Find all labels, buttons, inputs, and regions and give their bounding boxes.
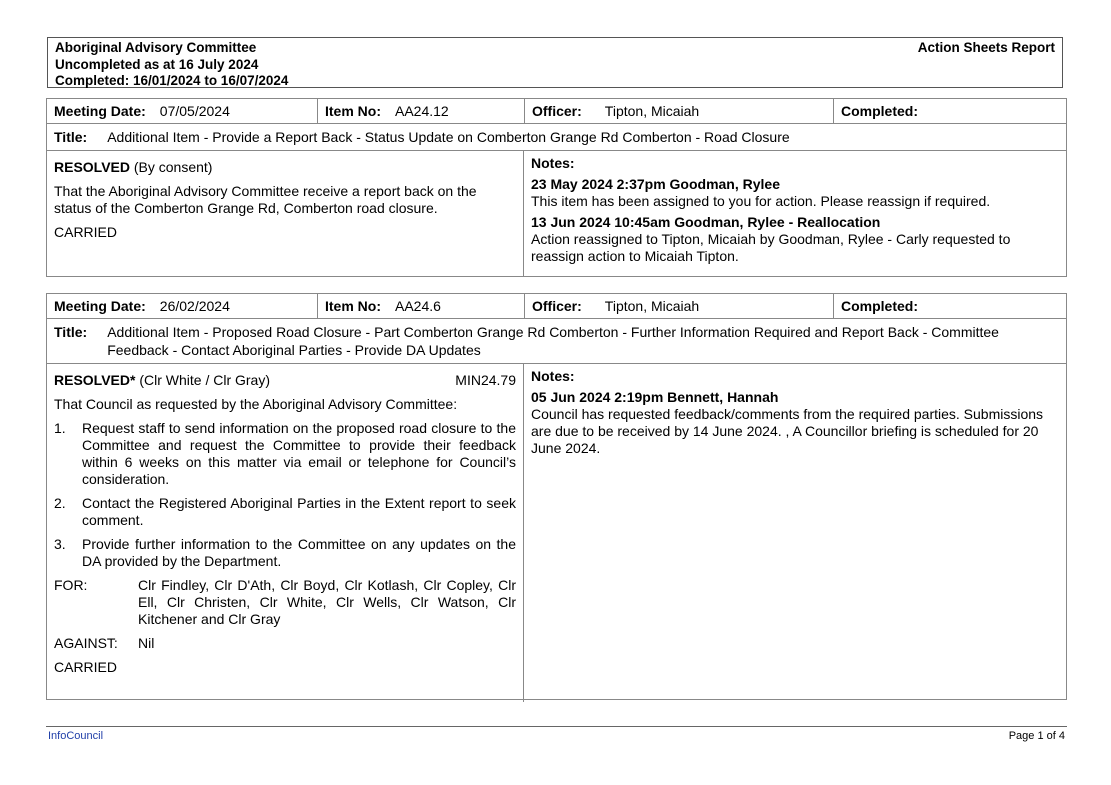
item-title-row	[47, 319, 1066, 364]
list-text: Request staff to send information on the proposed road closure to the Committee and request the Committee to provide their feedback within 6 weeks on this matter via email or telephone for Council’s consideration.	[82, 420, 516, 487]
meeting-date-label: Meeting Date:	[54, 103, 146, 119]
note-heading: 05 Jun 2024 2:19pm Bennett, Hannah	[531, 389, 779, 405]
title-label: Title:	[54, 129, 88, 145]
resolution-text: That the Aboriginal Advisory Committee receive a report back on the status of the Comberton Grange Rd, Comberton road closure.	[54, 183, 477, 216]
item-title: Additional Item - Proposed Road Closure - Part Comberton Grange Rd Comberton - Further Information Required and Report Back - Committee Feedback - Contact Aboriginal Parties - Provide DA Updates	[107, 324, 999, 358]
title-label: Title:	[54, 324, 88, 340]
item-meta-row	[47, 294, 1066, 319]
officer-label: Officer:	[532, 298, 582, 314]
note-text: This item has been assigned to you for action. Please reassign if required.	[531, 193, 991, 209]
item-body	[47, 151, 1066, 277]
infocouncil-brand: InfoCouncil	[48, 730, 104, 742]
against-value: Nil	[138, 635, 155, 651]
list-item	[54, 495, 516, 529]
list-item	[54, 536, 516, 570]
meeting-date-cell	[47, 99, 317, 123]
notes-label: Notes:	[531, 155, 575, 171]
notes-panel	[524, 151, 1066, 277]
committee-name: Aboriginal Advisory Committee	[55, 40, 257, 55]
resolution-panel	[47, 364, 524, 702]
meeting-date-cell	[47, 294, 317, 318]
meeting-date-value: 26/02/2024	[159, 298, 230, 314]
officer-cell	[524, 99, 833, 123]
officer-cell	[524, 294, 833, 318]
vote-for	[54, 577, 516, 628]
resolution-list	[54, 420, 516, 570]
item-no-label: Item No:	[325, 103, 381, 119]
item-meta-row	[47, 99, 1066, 124]
action-item	[46, 293, 1067, 700]
resolution-intro: That Council as requested by the Aboriginal Advisory Committee:	[54, 396, 458, 412]
resolved-heading: RESOLVED*	[54, 372, 136, 388]
resolved-mover: (By consent)	[129, 159, 213, 175]
item-no-value: AA24.6	[395, 298, 441, 314]
report-header	[47, 37, 1063, 88]
notes-label: Notes:	[531, 368, 575, 384]
list-number: 2.	[54, 495, 66, 511]
resolved-line	[54, 372, 516, 389]
resolution-outcome: CARRIED	[54, 659, 118, 675]
completed-label: Completed:	[841, 103, 918, 119]
item-no-value: AA24.12	[395, 103, 449, 119]
item-no-cell	[317, 99, 524, 123]
page-number: Page 1 of 4	[1008, 730, 1065, 742]
resolved-line	[54, 159, 516, 176]
item-body	[47, 364, 1066, 702]
minute-number: MIN24.79	[455, 372, 516, 388]
item-title: Additional Item - Provide a Report Back - Status Update on Comberton Grange Rd Comberton - Road Closure	[107, 129, 790, 145]
action-item	[46, 98, 1067, 277]
completed-range: Completed: 16/01/2024 to 16/07/2024	[55, 73, 289, 88]
list-text: Contact the Registered Aboriginal Parties in the Extent report to seek comment.	[82, 495, 516, 528]
against-label: AGAINST:	[54, 635, 118, 651]
for-label: FOR:	[54, 577, 88, 593]
list-number: 3.	[54, 536, 66, 552]
for-value: Clr Findley, Clr D'Ath, Clr Boyd, Clr Kotlash, Clr Copley, Clr Ell, Clr Christen, Clr White, Clr Wells, Clr Watson, Clr Kitchener and Clr Gray	[138, 577, 516, 627]
item-no-cell	[317, 294, 524, 318]
completed-label: Completed:	[841, 298, 918, 314]
officer-value: Tipton, Micaiah	[604, 298, 700, 314]
notes-panel	[524, 364, 1066, 702]
note-text: Council has requested feedback/comments from the required parties. Submissions are due to be received by 14 June 2024. , A Councillor briefing is scheduled for 20 June 2024.	[531, 406, 1044, 456]
item-title-row	[47, 124, 1066, 151]
note-heading: 13 Jun 2024 10:45am Goodman, Rylee - Reallocation	[531, 214, 881, 230]
resolution-panel	[47, 151, 524, 277]
completed-cell	[833, 99, 1066, 123]
list-number: 1.	[54, 420, 66, 436]
completed-cell	[833, 294, 1066, 318]
meeting-date-label: Meeting Date:	[54, 298, 146, 314]
item-no-label: Item No:	[325, 298, 381, 314]
resolved-movers: (Clr White / Clr Gray)	[135, 372, 270, 388]
note-text: Action reassigned to Tipton, Micaiah by Goodman, Rylee - Carly requested to reassign action to Micaiah Tipton.	[531, 231, 1011, 264]
report-title: Action Sheets Report	[917, 40, 1055, 55]
note-heading: 23 May 2024 2:37pm Goodman, Rylee	[531, 176, 780, 192]
officer-value: Tipton, Micaiah	[604, 103, 700, 119]
list-text: Provide further information to the Committee on any updates on the DA provided by the Department.	[82, 536, 516, 569]
meeting-date-value: 07/05/2024	[159, 103, 230, 119]
officer-label: Officer:	[532, 103, 582, 119]
resolved-heading: RESOLVED	[54, 159, 130, 175]
uncompleted-date: Uncompleted as at 16 July 2024	[55, 56, 259, 72]
vote-against	[54, 635, 516, 652]
resolution-outcome: CARRIED	[54, 224, 118, 240]
list-item	[54, 420, 516, 488]
page-footer	[46, 726, 1067, 742]
